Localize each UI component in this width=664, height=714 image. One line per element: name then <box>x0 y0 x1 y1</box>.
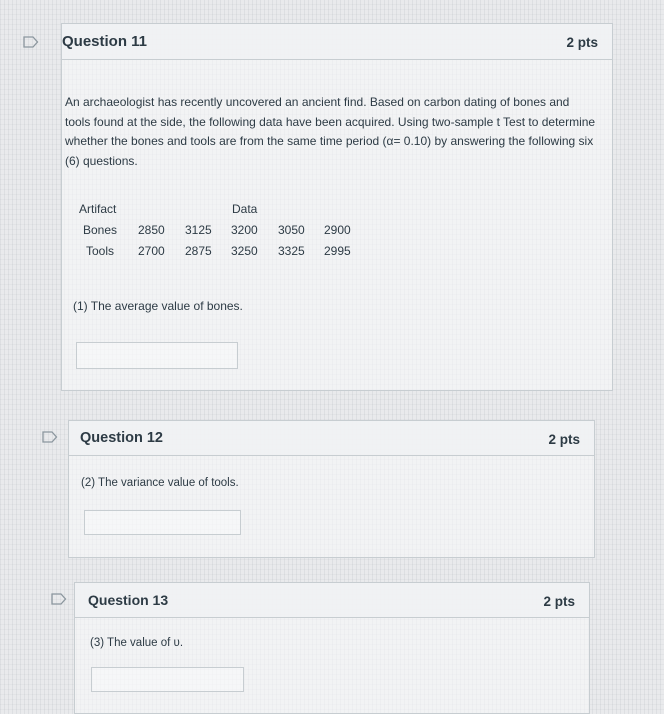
flag-question-icon[interactable] <box>51 593 67 605</box>
question-11-header <box>62 24 612 60</box>
flag-question-icon[interactable] <box>23 36 39 48</box>
question-11-prompt: (1) The average value of bones. <box>73 299 243 313</box>
question-13-prompt: (3) The value of υ. <box>90 637 184 649</box>
question-11-points: 2 pts <box>566 35 598 50</box>
table-header-artifact: Artifact <box>79 202 117 216</box>
question-11-card <box>61 23 613 391</box>
question-13-card <box>74 582 590 714</box>
table-cell: 3325 <box>278 244 305 258</box>
table-cell: 2700 <box>138 244 165 258</box>
question-12-title: Question 12 <box>80 430 163 446</box>
table-cell: 2995 <box>324 244 351 258</box>
question-11-intro: An archaeologist has recently uncovered an ancient find. Based on carbon dating of bones and tools found at the side, the following data have been acquired. Using two-sample t Test to determine whether the bones and tools are from the same time period (α= 0.10) by answering the following six (6) questions. <box>65 95 596 168</box>
table-cell: 2875 <box>185 244 212 258</box>
question-13-points: 2 pts <box>543 594 575 609</box>
question-13-title: Question 13 <box>88 592 169 608</box>
table-cell: 3050 <box>278 223 305 237</box>
question-12-header <box>69 421 594 456</box>
table-cell: 3125 <box>185 223 212 237</box>
question-11-answer-input[interactable] <box>76 342 238 369</box>
table-cell: 2850 <box>138 223 165 237</box>
question-12-answer-input[interactable] <box>84 510 241 535</box>
question-13-header <box>75 583 589 618</box>
question-12-card <box>68 420 595 558</box>
table-cell: 3200 <box>231 223 258 237</box>
table-cell: 2900 <box>324 223 351 237</box>
table-row-label-bones: Bones <box>83 223 118 237</box>
table-row-label-tools: Tools <box>86 244 115 258</box>
question-11-title: Question 11 <box>62 33 148 50</box>
table-header-data: Data <box>232 202 258 216</box>
flag-question-icon[interactable] <box>42 431 58 443</box>
question-12-prompt: (2) The variance value of tools. <box>81 477 239 489</box>
question-12-points: 2 pts <box>548 432 580 447</box>
question-13-answer-input[interactable] <box>91 667 244 692</box>
table-cell: 3250 <box>231 244 258 258</box>
